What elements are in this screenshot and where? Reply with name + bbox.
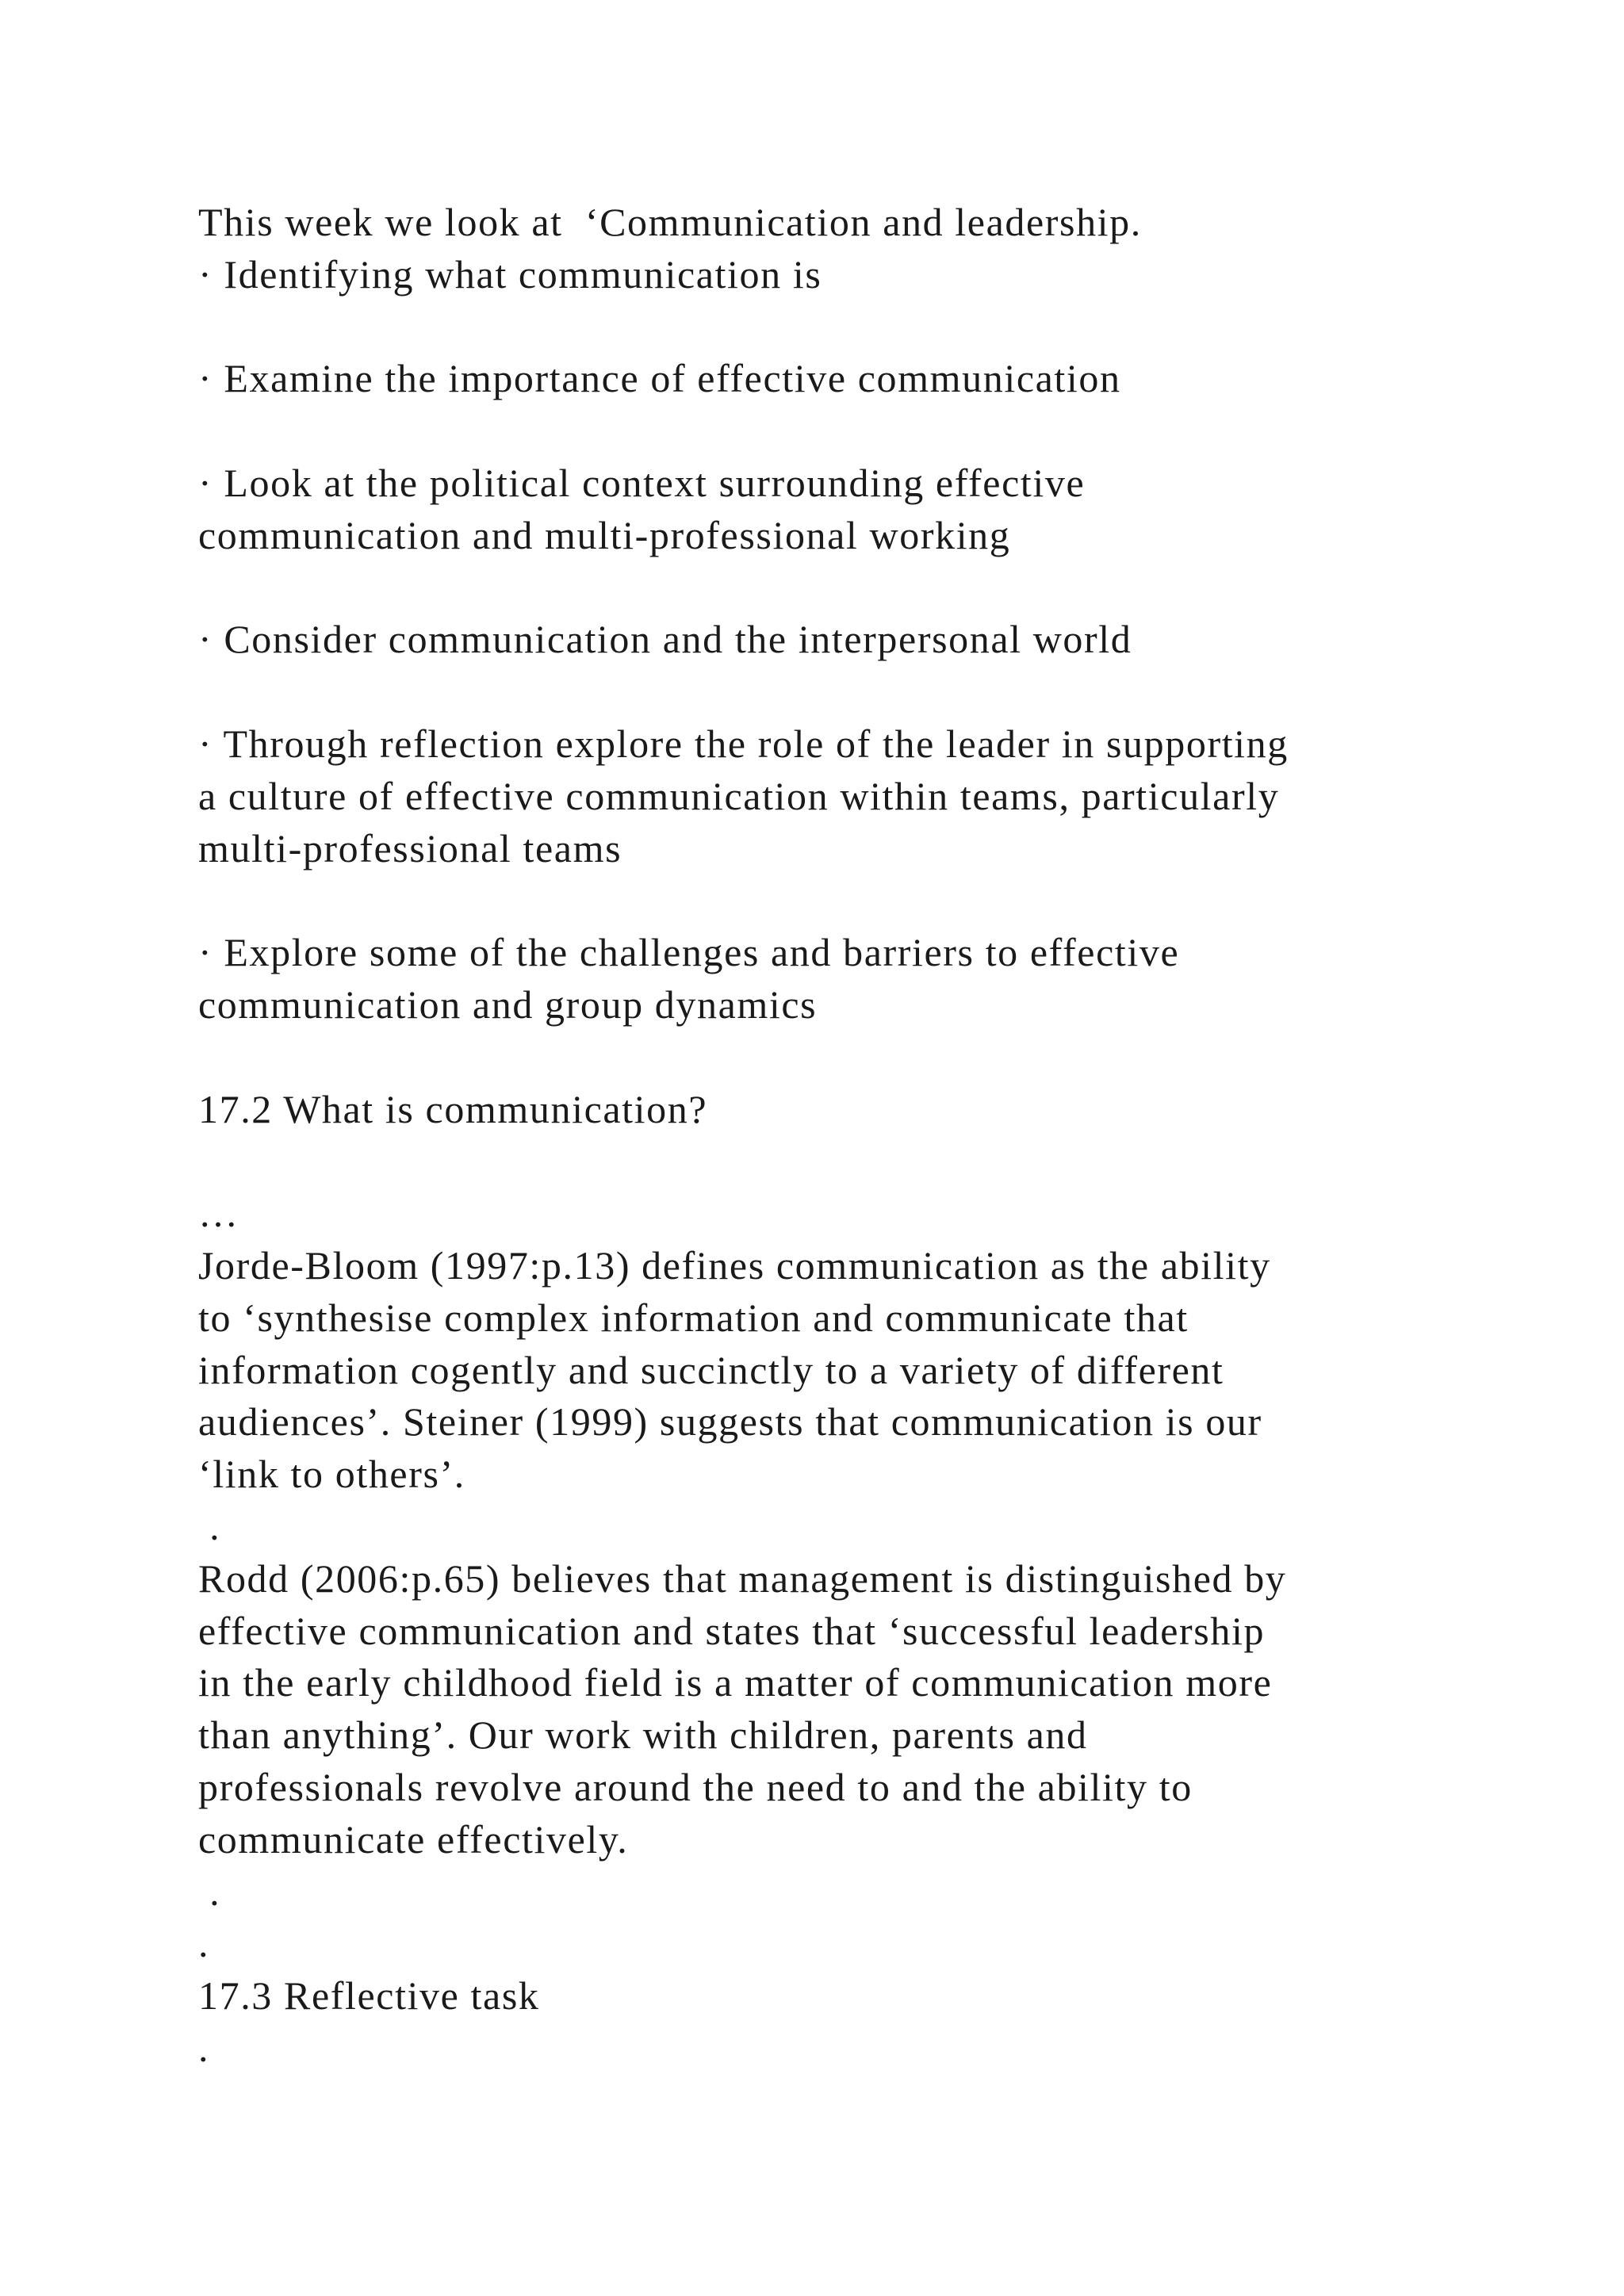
bullet-political-context-cont: communication and multi-professional working: [198, 512, 1011, 557]
intro-line: This week we look at ‘Communication and leadership.: [198, 200, 1142, 244]
dot-line: .: [198, 1503, 221, 1548]
bullet-reflection-cont-1: a culture of effective communication within teams, particularly: [198, 773, 1280, 818]
blank-line: [198, 1031, 1507, 1084]
bullet-political-context: · Look at the political context surrounding effective: [198, 460, 1086, 505]
paragraph-rodd: Rodd (2006:p.65) believes that management is distinguished by: [198, 1556, 1287, 1601]
bullet-reflection: · Through reflection explore the role of the leader in supporting: [198, 721, 1289, 766]
paragraph-jorde-bloom-cont: ‘link to others’.: [198, 1452, 465, 1497]
paragraph-jorde-bloom: Jorde-Bloom (1997:p.13) defines communication as the ability: [198, 1242, 1271, 1288]
paragraph-rodd-cont: professionals revolve around the need to and the ability to: [198, 1764, 1193, 1809]
dot-line: .: [198, 1869, 221, 1914]
blank-line: [198, 666, 1507, 718]
document-text: [198, 197, 1507, 2075]
bullet-consider: · Consider communication and the interpersonal world: [198, 617, 1132, 662]
ellipsis-line: …: [198, 1191, 239, 1236]
bullet-identifying: · Identifying what communication is: [198, 251, 822, 297]
blank-line: [198, 405, 1507, 457]
paragraph-rodd-cont: effective communication and states that ‘successful leadership: [198, 1608, 1266, 1653]
paragraph-jorde-bloom-cont: audiences’. Steiner (1999) suggests that communication is our: [198, 1399, 1262, 1445]
bullet-challenges-cont: communication and group dynamics: [198, 982, 818, 1027]
paragraph-rodd-cont: communicate effectively.: [198, 1816, 629, 1862]
section-heading-17-3: 17.3 Reflective task: [198, 1973, 540, 2019]
blank-line: [198, 562, 1507, 614]
blank-line: [198, 874, 1507, 927]
paragraph-rodd-cont: than anything’. Our work with children, parents and: [198, 1712, 1088, 1758]
dot-line: .: [198, 2025, 210, 2070]
paragraph-rodd-cont: in the early childhood field is a matter of communication more: [198, 1660, 1273, 1705]
bullet-challenges: · Explore some of the challenges and barriers to effective: [198, 930, 1180, 975]
blank-line: [198, 1135, 1507, 1188]
paragraph-jorde-bloom-cont: information cogently and succinctly to a variety of different: [198, 1347, 1224, 1392]
paragraph-jorde-bloom-cont: to ‘synthesise complex information and communicate that: [198, 1295, 1189, 1340]
dot-line: .: [198, 1921, 210, 1966]
bullet-examine: · Examine the importance of effective communication: [198, 356, 1121, 401]
section-heading-17-2: 17.2 What is communication?: [198, 1086, 708, 1131]
bullet-reflection-cont-2: multi-professional teams: [198, 825, 622, 871]
blank-line: [198, 301, 1507, 354]
